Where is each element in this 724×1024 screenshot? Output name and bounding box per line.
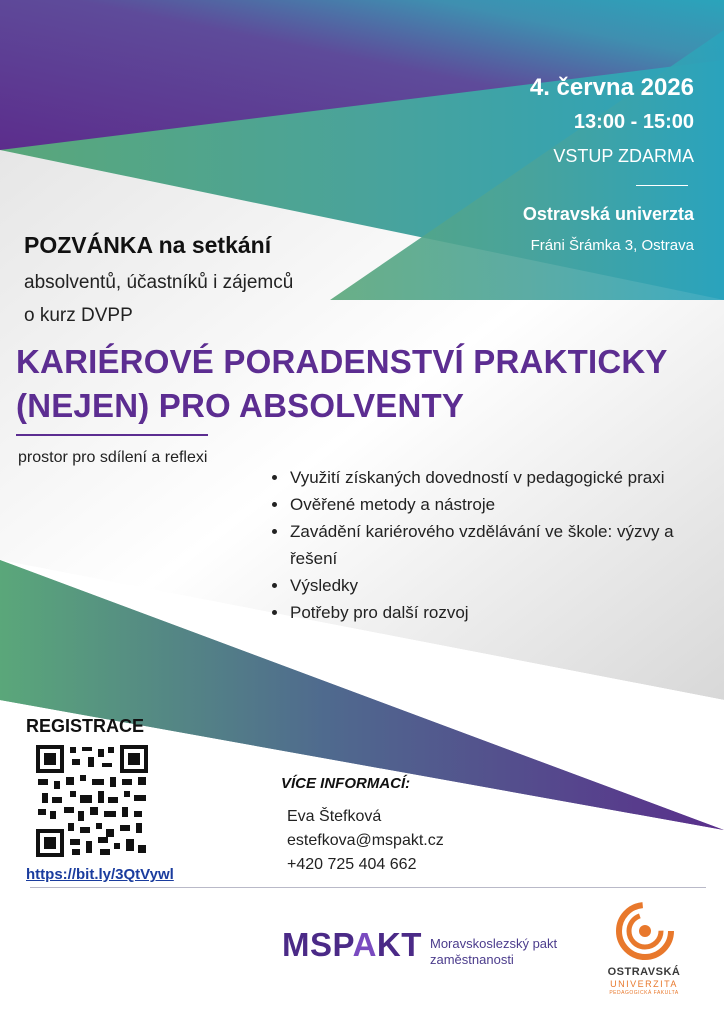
- registration-link[interactable]: https://bit.ly/3QtVywl: [26, 866, 174, 883]
- contact-phone[interactable]: +420 725 404 662: [287, 856, 417, 873]
- mspakt-logo: MSPAKT: [282, 926, 422, 963]
- invitation-heading: POZVÁNKA na setkání: [24, 232, 272, 258]
- more-info-heading: VÍCE INFORMACÍ:: [281, 775, 411, 792]
- course-title-line-2: (NEJEN) PRO ABSOLVENTY: [16, 387, 465, 424]
- registration-heading: REGISTRACE: [26, 716, 145, 736]
- invitation-line-2: o kurz DVPP: [24, 305, 133, 326]
- bullet-icon: [272, 610, 277, 615]
- venue-divider: [636, 185, 688, 186]
- contact-name: Eva Štefková: [287, 808, 382, 825]
- event-time: 13:00 - 15:00: [573, 111, 694, 133]
- bullet-icon: [272, 502, 277, 507]
- bullet-icon: [272, 529, 277, 534]
- topic-item: Využití získaných dovedností v pedagogické praxi: [270, 464, 700, 491]
- event-date: 4. června 2026: [529, 74, 694, 101]
- university-emblem-icon: [616, 902, 674, 960]
- invitation-line-1: absolventů, účastníků i zájemců: [24, 272, 294, 293]
- mspakt-tagline: Moravskoslezský pakt zaměstnanosti: [430, 936, 558, 967]
- bullet-icon: [272, 475, 277, 480]
- topic-item: Zavádění kariérového vzdělávání ve škole: výzvy a řešení: [270, 518, 700, 572]
- entry-note: VSTUP ZDARMA: [553, 146, 694, 166]
- title-underline: [16, 434, 208, 436]
- course-tagline: prostor pro sdílení a reflexi: [18, 449, 208, 466]
- topic-item: Potřeby pro další rozvoj: [270, 599, 700, 626]
- course-title: [16, 340, 716, 428]
- course-title-line-1: KARIÉROVÉ PORADENSTVÍ PRAKTICKY: [16, 343, 668, 380]
- qr-code-icon[interactable]: [36, 745, 148, 857]
- venue-address: Fráni Šrámka 3, Ostrava: [530, 237, 694, 254]
- contact-email[interactable]: estefkova@mspakt.cz: [287, 832, 444, 849]
- topic-item: Ověřené metody a nástroje: [270, 491, 700, 518]
- topic-list: [270, 464, 700, 626]
- venue-name: Ostravská univerzta: [522, 204, 694, 224]
- bullet-icon: [272, 583, 277, 588]
- poster: 4. června 2026 13:00 - 15:00 VSTUP ZDARMA Ostravská univerzta Fráni Šrámka 3, Ostrava POZVÁNKA na setkání absolventů, účastníků i zájemců o kurz DVPP KARIÉROVÉ PORADENSTVÍ PRAKTICKY (NEJEN) PRO ABSOLVENTY prostor pro sdílení a reflexi Využití získaných dovedností v pedagogické praxi Ověřené metody a nástroje Zavádění kariérového vzdělávání ve škole: výzvy a řešení Výsledky Potřeby pro další rozvoj REGISTRACE https://bit.ly/3QtVywl VÍCE INFORMACÍ: Eva Štefková estefkova@mspakt.cz +420 725 404 662 MSPAKT Moravskoslezský pakt zaměstnanosti OSTRAVSKÁ UNIVERZITA PEDAGOGICKÁ FAKULTA: [0, 0, 724, 1024]
- footer-divider: [30, 887, 706, 888]
- topic-item: Výsledky: [270, 572, 700, 599]
